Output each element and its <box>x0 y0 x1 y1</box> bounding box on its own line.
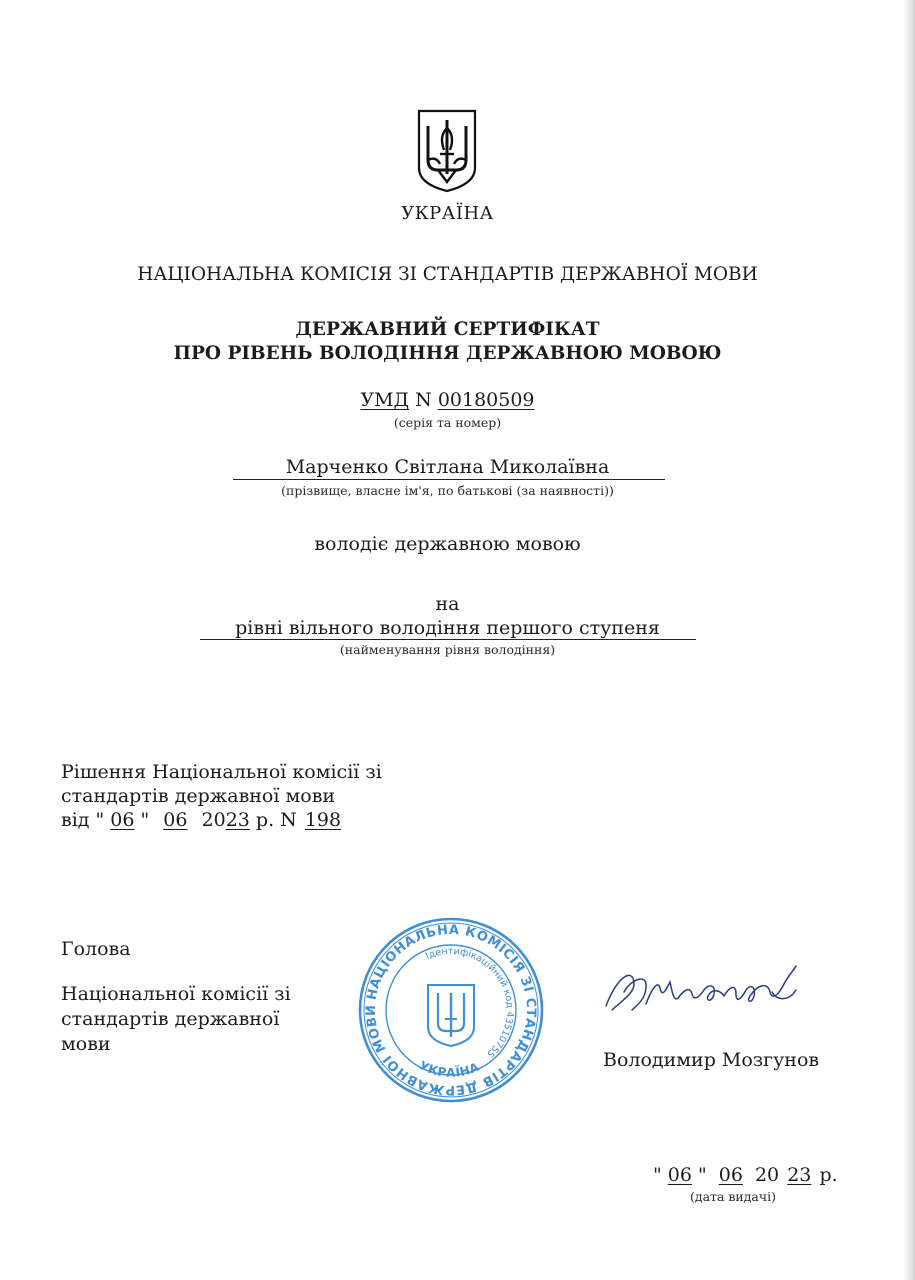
stamp-inner-text: Ідентифікаційний код 43510755 <box>423 945 516 1060</box>
signatory-org-line3: мови <box>61 1033 111 1055</box>
issue-day: 06 <box>667 1164 692 1186</box>
issue-year-prefix: 20 <box>754 1164 780 1186</box>
language-level: рівні вільного володіння першого ступеня <box>235 617 660 639</box>
decision-block <box>61 760 382 832</box>
issue-date-row <box>653 1164 838 1186</box>
signature-image <box>600 962 815 1024</box>
decision-number: 198 <box>304 809 342 831</box>
level-caption: (найменування рівня володіння) <box>339 642 556 657</box>
holder-caption: (прізвище, власне ім'я, по батькові (за наявності)) <box>281 483 614 498</box>
coat-of-arms-icon <box>416 108 478 194</box>
official-stamp <box>356 915 546 1105</box>
signatory-org-line1: Національної комісії зі <box>61 983 291 1005</box>
number-sign: N <box>415 389 432 411</box>
issue-quote-close: " <box>697 1164 707 1186</box>
certificate-title-line2: ПРО РІВЕНЬ ВОЛОДІННЯ ДЕРЖАВНОЮ МОВОЮ <box>173 343 722 364</box>
stamp-trident-icon <box>428 985 474 1046</box>
certificate-number: 00180509 <box>437 389 535 411</box>
holder-name-line <box>233 479 665 480</box>
issue-date-caption: (дата видачі) <box>690 1189 777 1204</box>
issue-quote-open: " <box>653 1164 662 1186</box>
signatory-role: Голова <box>61 938 131 960</box>
decision-year-prefix: 20 <box>201 809 226 831</box>
decision-year-word: р. <box>255 809 275 831</box>
svg-text:УКРАЇНА <box>417 1058 482 1080</box>
signatory-org-line2: стандартів державної <box>61 1008 280 1030</box>
quote-close: " <box>140 809 150 831</box>
holder-name: Марченко Світлана Миколаївна <box>285 456 610 478</box>
issue-year-word: р. <box>819 1164 838 1186</box>
decision-number-sign: N <box>280 809 297 831</box>
country-name: УКРАЇНА <box>401 203 494 224</box>
series-caption: (серія та номер) <box>393 415 502 430</box>
issue-year-suffix: 23 <box>787 1164 812 1186</box>
level-line <box>200 639 696 640</box>
on-word: на <box>435 593 460 615</box>
statement-text: володіє державною мовою <box>314 533 581 555</box>
stamp-bottom-text: УКРАЇНА <box>416 1058 482 1080</box>
decision-year-suffix: 23 <box>225 809 250 831</box>
decision-month: 06 <box>163 809 188 831</box>
decision-line1: Рішення Національної комісії зі <box>61 761 382 783</box>
decision-line2: стандартів державної мови <box>61 785 336 807</box>
signatory-org <box>61 982 291 1057</box>
commission-name: НАЦІОНАЛЬНА КОМІСІЯ ЗІ СТАНДАРТІВ ДЕРЖАВНОЇ МОВИ <box>137 264 758 285</box>
certificate-series: УМД <box>360 389 410 411</box>
certificate-title-line1: ДЕРЖАВНИЙ СЕРТИФІКАТ <box>295 319 600 340</box>
stamp-outer-text: НАЦІОНАЛЬНА КОМІСІЯ ЗІ СТАНДАРТІВ ДЕРЖАВНОЇ МОВИ <box>363 922 539 1098</box>
signatory-name: Володимир Мозгунов <box>603 1049 820 1071</box>
certificate-number-row <box>0 389 895 411</box>
from-word: від <box>61 809 90 831</box>
decision-day: 06 <box>110 809 135 831</box>
page-edge-shadow <box>903 0 915 1280</box>
issue-month: 06 <box>718 1164 743 1186</box>
decision-date-row <box>61 808 382 832</box>
quote-open: " <box>95 809 105 831</box>
